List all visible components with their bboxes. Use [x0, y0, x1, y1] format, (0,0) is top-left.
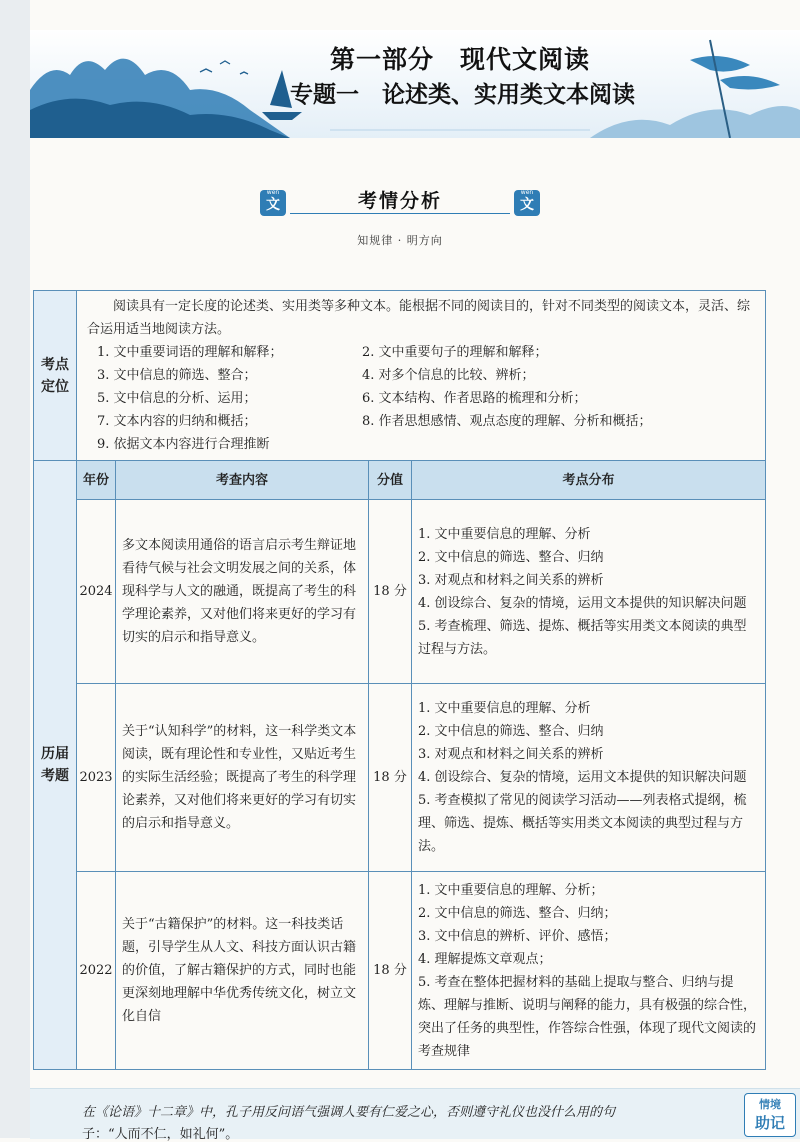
section-title: 考情分析 — [357, 190, 442, 212]
list-item: 3. 文中信息的筛选、整合； — [97, 368, 257, 383]
kaodian-label: 考点 定位 — [34, 291, 77, 461]
section-subtitle: 知规律 · 明方向 — [357, 234, 443, 247]
list-item: 3. 文中信息的辨析、评价、感悟； — [418, 928, 617, 944]
list-item: 1. 文中重要信息的理解、分析 — [418, 701, 591, 716]
list-item: 1. 文中重要信息的理解、分析； — [418, 882, 604, 898]
column-header: 年份 — [77, 461, 116, 500]
footer-line-1: 在《论语》十二章》中，孔子用反问语气强调人要有仁爱之心，否则遵守礼仪也没什么用的句 — [82, 1105, 616, 1120]
content-cell: 多文本阅读用通俗的语言启示考生辩证地看待气候与社会文明发展之间的关系，体现科学与人文的融通，既提高了考生的科学理论素养，又对他们将来更好的学习有切实的启示和指导意义。 — [116, 500, 369, 684]
wen-badge-icon: wen 文 — [514, 190, 540, 216]
points-cell — [412, 500, 766, 684]
column-header: 考查内容 — [116, 461, 369, 500]
column-header: 分值 — [369, 461, 412, 500]
list-item: 2. 文中信息的筛选、整合、归纳； — [418, 905, 617, 921]
year-cell: 2024 — [77, 500, 116, 684]
list-item: 2. 文中信息的筛选、整合、归纳 — [418, 549, 604, 565]
wen-badge-icon: wen 文 — [260, 190, 286, 216]
kaodian-row — [34, 291, 766, 461]
list-item: 4. 创设综合、复杂的情境，运用文本提供的知识解决问题 — [418, 770, 747, 785]
score-cell: 18 分 — [369, 684, 412, 872]
list-item: 8. 作者思想感情、观点态度的理解、分析和概括； — [362, 414, 652, 429]
list-item: 4. 对多个信息的比较、辨析； — [362, 368, 535, 383]
content-cell: 关于“古籍保护”的材料。这一科技类话题，引导学生从人文、科技方面认识古籍的价值，了解古籍保护的方式，同时也能更深刻地理解中华优秀传统文化，树立文化自信 — [116, 872, 369, 1070]
topic-title: 专题一 论述类、实用类文本阅读 — [290, 82, 635, 108]
table-row — [34, 872, 766, 1070]
footer-line-2: 子：“人而不仁，如礼何”。 — [82, 1127, 239, 1142]
list-item: 7. 文本内容的归纳和概括； — [97, 414, 257, 429]
section-header — [260, 186, 540, 220]
content-cell: 关于“认知科学”的材料，这一科学类文本阅读，既有理论性和专业性，又贴近考生的实际生活经验；既提高了考生的科学理论素养，又对他们将来更好的学习有切实的启示和指导意义。 — [116, 684, 369, 872]
part-title: 第一部分 现代文阅读 — [330, 45, 591, 74]
list-item: 5. 文中信息的分析、运用； — [97, 391, 257, 406]
list-item: 9. 依据文本内容进行合理推断 — [97, 437, 270, 452]
kaodian-content — [77, 291, 766, 461]
list-item: 6. 文本结构、作者思路的梳理和分析； — [362, 391, 587, 406]
year-cell: 2022 — [77, 872, 116, 1070]
list-item: 5. 考查模拟了常见的阅读学习活动——列表格式提纲，梳理、筛选、提炼、概括等实用类文本阅读的典型过程与方法。 — [418, 793, 747, 854]
list-item: 3. 对观点和材料之间关系的辨析 — [418, 747, 604, 762]
list-item: 3. 对观点和材料之间关系的辨析 — [418, 572, 604, 588]
list-item: 5. 考查梳理、筛选、提炼、概括等实用类文本阅读的典型过程与方法。 — [418, 618, 747, 657]
table-row — [34, 684, 766, 872]
list-item: 2. 文中信息的筛选、整合、归纳 — [418, 724, 604, 739]
list-item: 1. 文中重要信息的理解、分析 — [418, 526, 591, 542]
page-edge — [0, 0, 30, 1138]
column-header: 考点分布 — [412, 461, 766, 500]
points-cell — [412, 872, 766, 1070]
score-cell: 18 分 — [369, 500, 412, 684]
footer-tip — [30, 1088, 800, 1142]
memo-badge-icon: 情境 助记 — [744, 1093, 796, 1137]
kaodian-intro: 阅读具有一定长度的论述类、实用类等多种文本。能根据不同的阅读目的，针对不同类型的阅读文本，灵活、综合运用适当地阅读方法。 — [87, 299, 751, 337]
list-item: 2. 文中重要句子的理解和解释； — [362, 345, 548, 360]
list-item: 4. 理解提炼文章观点； — [418, 951, 552, 967]
section-underline — [290, 213, 510, 214]
table-row — [34, 500, 766, 684]
list-item: 5. 考查在整体把握材料的基础上提取与整合、归纳与提炼、理解与推断、说明与阐释的能力，具有极强的综合性，突出了任务的典型性，作答综合性强，体现了现代文阅读的考查规律 — [418, 974, 757, 1059]
list-item: 4. 创设综合、复杂的情境，运用文本提供的知识解决问题 — [418, 595, 747, 611]
list-item: 1. 文中重要词语的理解和解释； — [97, 345, 283, 360]
kaodian-items — [97, 341, 757, 456]
table-header-row — [34, 461, 766, 500]
score-cell: 18 分 — [369, 872, 412, 1070]
year-cell: 2023 — [77, 684, 116, 872]
analysis-table — [33, 290, 766, 1070]
points-cell — [412, 684, 766, 872]
lijie-label: 历届 考题 — [34, 461, 77, 1070]
